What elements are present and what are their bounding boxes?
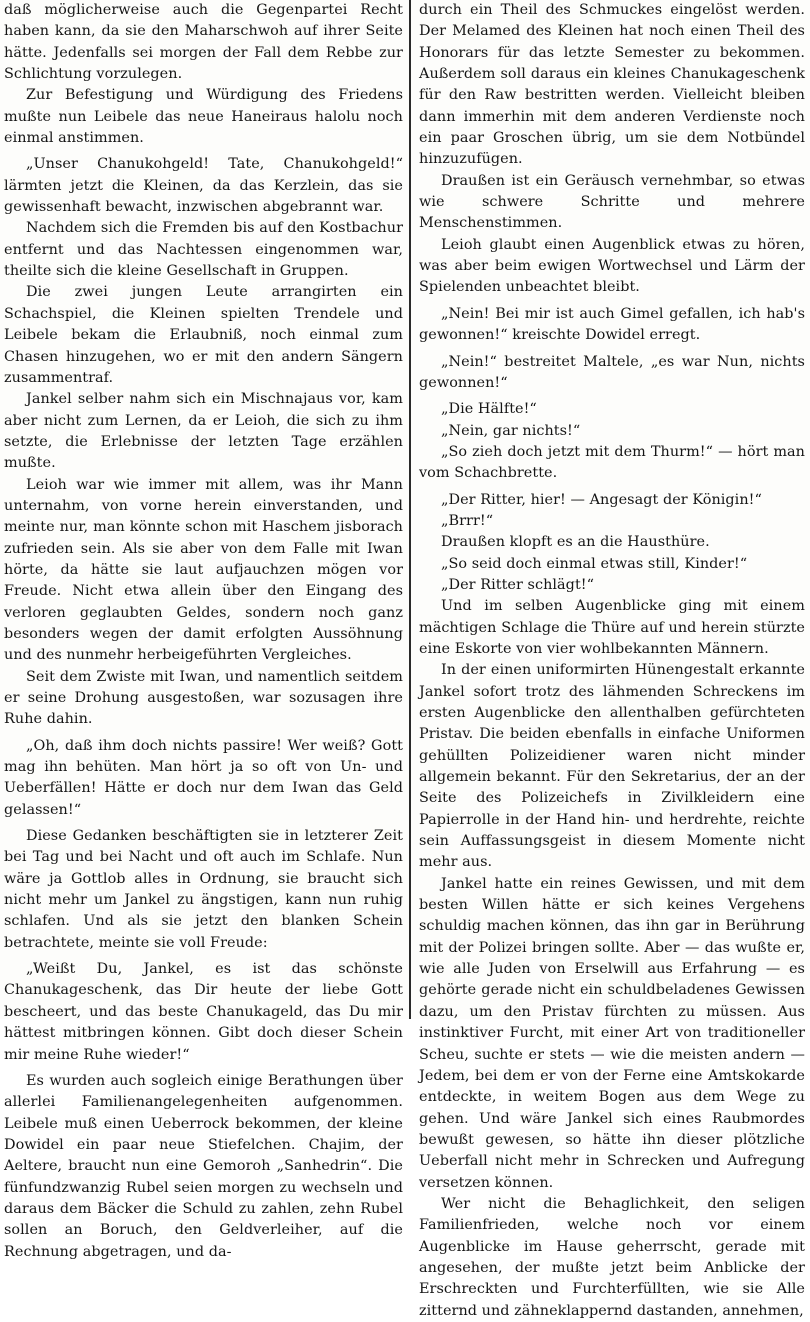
paragraph: Und im selben Augenblicke ging mit einem mächtigen Schlage die Thüre auf und herein stürzte eine Eskorte von vier wohlbekannten Männern. [419,598,805,657]
paragraph: Die zwei jungen Leute arrangirten ein Schachspiel, die Kleinen spielten Trendele und Leibele bekam die Erlaubniß, noch einmal zum Chasen hinzugehen, wo er mit den andern Sängern zusammentraf. [4,284,403,386]
paragraph: Leioh glaubt einen Augenblick etwas zu hören, was aber beim ewigen Wortwechsel und Lärm der Spielenden unbeachtet bleibt. [419,236,805,296]
paragraph: Draußen klopft es an die Hausthüre. [441,534,710,551]
paragraph: Seit dem Zwiste mit Iwan, und namentlich seitdem er seine Drohung ausgestoßen, war sozusagen ihre Ruhe dahin. [4,668,403,728]
paragraph: Zur Befestigung und Würdigung des Friedens mußte nun Leibele das neue Haneiraus halolu noch einmal anstimmen. [4,87,403,147]
paragraph: „Brrr!“ [441,512,494,529]
column-rule [409,0,411,1019]
right-column [419,0,805,1319]
paragraph: Draußen ist ein Geräusch vernehmbar, so etwas wie schwere Schritte und mehrere Menschenstimmen. [419,172,805,232]
left-column [4,0,403,1260]
paragraph: „So seid doch einmal etwas still, Kinder!“ [441,555,748,572]
paragraph: daß möglicherweise auch die Gegenpartei Recht haben kann, da sie den Maharschwoh auf ihrer Seite hätte. Jedenfalls sei morgen der Fall dem Rebbe zur Schlichtung vorzulegen. [4,2,403,83]
paragraph: „Der Ritter, hier! — Angesagt der Königin!“ [441,491,762,508]
paragraph: Leioh war wie immer mit allem, was ihr Mann unternahm, von vorne herein einverstanden, und meinte nur, man könnte schon mit Haschem jisborach zufrieden sein. Als sie aber von dem Falle mit Iwan hörte, da hätte sie laut aufjauchzen mögen vor Freude. Nicht etwa allein über den Eingang des verloren geglaubten Geldes, sondern noch ganz besonders wegen der damit erfolgten Aussöhnung und des nunmehr herbeigeführten Vergleiches. [4,476,403,664]
paragraph: durch ein Theil des Schmuckes eingelöst werden. Der Melamed des Kleinen hat noch einen Theil des Honorars für das letzte Semester zu bekommen. Außerdem soll daraus ein kleines Chanukageschenk für den Raw bestritten werden. Vielleicht bleiben dann immerhin mit dem anderen Verdienste noch ein paar Groschen übrig, um sie dem Notbündel hinzuzufügen. [419,2,805,168]
paragraph: „Nein!“ bestreitet Maltele, „es war Nun, nichts gewonnen!“ [419,353,805,391]
paragraph: „Die Hälfte!“ [441,401,537,418]
paragraph: Wer nicht die Behaglichkeit, den seligen Familienfrieden, welche noch vor einem Augenblicke im Hause geherrscht, gerade mit angesehen, der mußte jetzt beim Anblicke der Erschreckten und Furchterfüllten, wie sie Alle zitternd und zähneklappernd dastanden, annehmen, [419,1195,805,1319]
paragraph: „Nein, gar nichts!“ [441,422,581,439]
paragraph: Es wurden auch sogleich einige Berathungen über allerlei Familienangelegenheiten aufgenommen. Leibele muß einen Ueberrock bekommen, der kleine Dowidel ein paar neue Stiefelchen. Chajim, der Aeltere, braucht nun eine Gemoroh „Sanhedrin“. Die fünfundzwanzig Rubel seien morgen zu wechseln und daraus dem Bäcker die Schuld zu zahlen, zehn Rubel sollen an Boruch, den Geldverleiher, auf die Rechnung abgetragen, und da- [4,1072,403,1260]
paragraph: „Unser Chanukohgeld! Tate, Chanukohgeld!“ lärmten jetzt die Kleinen, da das Kerzlein, das sie gewissenhaft bewacht, inzwischen abgebrannt war. [4,156,403,216]
paragraph: „So zieh doch jetzt mit dem Thurm!“ — hört man vom Schachbrette. [419,443,805,482]
paragraph: In der einen uniformirten Hünengestalt erkannte Jankel sofort trotz des lähmenden Schreckens im ersten Augenblicke den allenthalben gefürchteten Pristav. Die beiden ebenfalls in einfache Uniformen gehüllten Polizeidiener waren nicht minder allgemein bekannt. Für den Sekretarius, der an der Seite des Polizeichefs in Zivilkleidern eine Papierrolle in der Hand hin- und herdrehte, reichte sein Auffassungsgeist in diesem Momente nicht mehr aus. [419,662,805,871]
paragraph: Jankel selber nahm sich ein Mischnajaus vor, kam aber nicht zum Lernen, da er Leioh, die sich zu ihm setzte, die Erlebnisse der letzten Tage erzählen mußte. [4,391,403,472]
paragraph: „Der Ritter schlägt!“ [441,576,595,593]
paragraph: Diese Gedanken beschäftigten sie in letzterer Zeit bei Tag und bei Nacht und oft auch im Schlafe. Nun wäre ja Gottlob alles in Ordnung, sie braucht sich nicht mehr um Jankel zu ängstigen, kann nun ruhig schlafen. Und als sie jetzt den blanken Schein betrachtete, meinte sie voll Freude: [4,828,403,951]
paragraph: Jankel hatte ein reines Gewissen, und mit dem besten Willen hätte er sich keines Vergehens schuldig machen können, das ihn gar in Berührung mit der Polizei bringen sollte. Aber — das wußte er, wie alle Juden von Erselwill aus Erfahrung — es gehörte gerade nicht ein schuldbeladenes Gewissen dazu, um den Pristav fürchten zu müssen. Aus instinktiver Furcht, mit einer Art von traditioneller Scheu, suchte er stets — wie die meisten andern — Jedem, bei dem er von der Ferne eine Amtskokarde entdeckte, in weitem Bogen aus dem Wege zu gehen. Und wäre Jankel sich eines Raubmordes bewußt gewesen, so hätte ihn dieser plötzliche Ueberfall nicht mehr in Schrecken und Aufregung versetzen können. [419,875,805,1191]
paragraph: „Weißt Du, Jankel, es ist das schönste Chanukageschenk, das Dir heute der liebe Gott bescheert, und das beste Chanukageld, das Du mir hättest mitbringen können. Gibt doch dieser Schein mir meine Ruhe wieder!“ [4,961,403,1063]
paragraph: Nachdem sich die Fremden bis auf den Kostbachur entfernt und das Nachtessen eingenommen war, theilte sich die kleine Gesellschaft in Gruppen. [4,220,403,280]
paragraph: „Nein! Bei mir ist auch Gimel gefallen, ich hab's gewonnen!“ kreischte Dowidel erregt. [419,305,805,344]
paragraph: „Oh, daß ihm doch nichts passire! Wer weiß? Gott mag ihn behüten. Man hört ja so oft von Un- und Ueberfällen! Hätte er doch nur dem Iwan das Geld gelassen!“ [4,737,403,818]
